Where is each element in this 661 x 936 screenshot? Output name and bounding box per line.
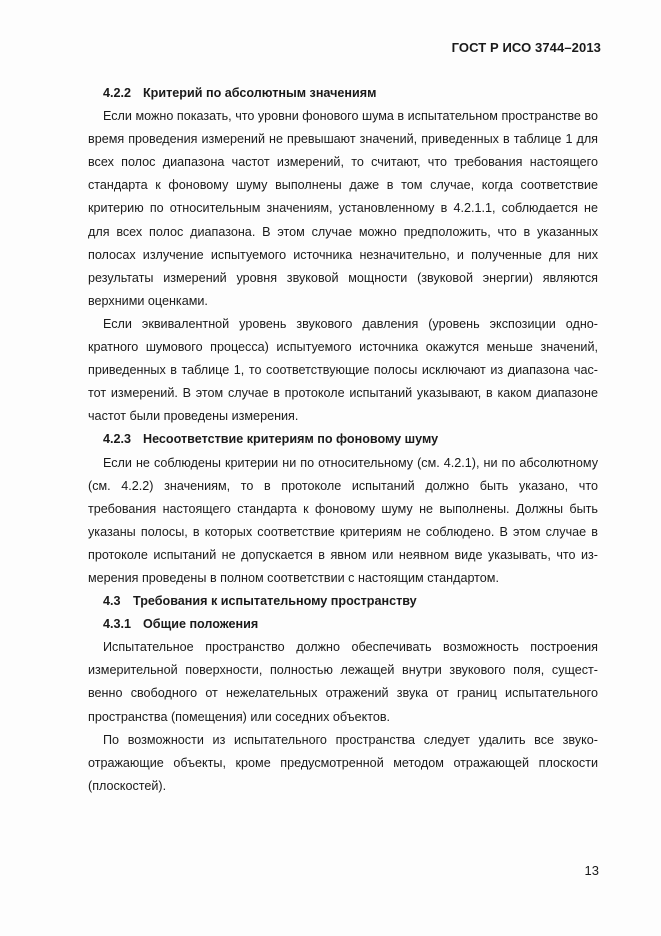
section-title: Несоответствие критериям по фоновому шуму <box>143 432 439 447</box>
paragraph: Если можно показать, что уровни фонового шума в испытательном пространстве во время проведения измерений не превышают значений, приведенных в таблице 1 для всех полос диапазона частот измерений, то считают, что требования настоящего стандарта к фоновому шуму выполнены даже в том случае, когда соответствие критерию по относительным значениям, установленному в 4.2.1.1, соблюдается не для всех полос диапазона. В этом случае можно предположить, что в указанных полосах излучение испытуемого источника незначительно, и полученные для них результаты измерений уровня звуковой мощности (звуковой энергии) являются верхними оценками. <box>88 109 598 308</box>
section-number: 4.2.2 <box>103 86 132 100</box>
page-number: 13 <box>584 863 599 878</box>
document-header: ГОСТ Р ИСО 3744–2013 <box>451 40 601 55</box>
section-heading-4-3 <box>88 590 598 613</box>
section-title: Общие положения <box>143 617 259 632</box>
section-number: 4.2.3 <box>103 432 132 447</box>
section-number: 4.3.1 <box>103 617 132 632</box>
section-heading-4-2-3 <box>88 428 598 451</box>
document-body <box>88 82 598 798</box>
section-number: 4.3 <box>103 594 121 609</box>
paragraph: По возможности из испытательного пространства следует удалить все звукоотражающие объекты, кроме предусмотренной методом отражающей плоскости (плоскостей). <box>88 732 598 793</box>
paragraph: Испытательное пространство должно обеспечивать возможность построения измерительной поверхности, полностью лежащей внутри звукового поля, существенно свободного от нежелательных отражений звука от границ испытательного пространства (помещения) или соседних объектов. <box>88 640 598 724</box>
paragraph: Если эквивалентной уровень звукового давления (уровень экспозиции однократного шумового процесса) испытуемого источника окажутся меньше значений, приведенных в таблице 1, то соответствующие полосы исключают из диапазона частот измерений. В этом случае в протоколе испытаний указывают, в каком диапазоне частот были проведены измерения. <box>88 316 598 424</box>
section-heading-4-3-1 <box>88 613 598 636</box>
paragraph: Если не соблюдены критерии ни по относительному (см. 4.2.1), ни по абсолютному (см. 4.2.2) значениям, то в протоколе испытаний должно быть указано, что требования настоящего стандарта к фоновому шуму не выполнены. Должны быть указаны полосы, в которых соответствие критериям не соблюдено. В этом случае в протоколе испытаний не допускается в явном или неявном виде указывать, что измерения проведены в полном соответствии с настоящим стандартом. <box>88 455 598 585</box>
section-title: Критерий по абсолютным значениям <box>143 86 377 100</box>
section-title: Требования к испытательному пространству <box>133 594 417 609</box>
section-heading-4-2-2 <box>88 82 598 105</box>
